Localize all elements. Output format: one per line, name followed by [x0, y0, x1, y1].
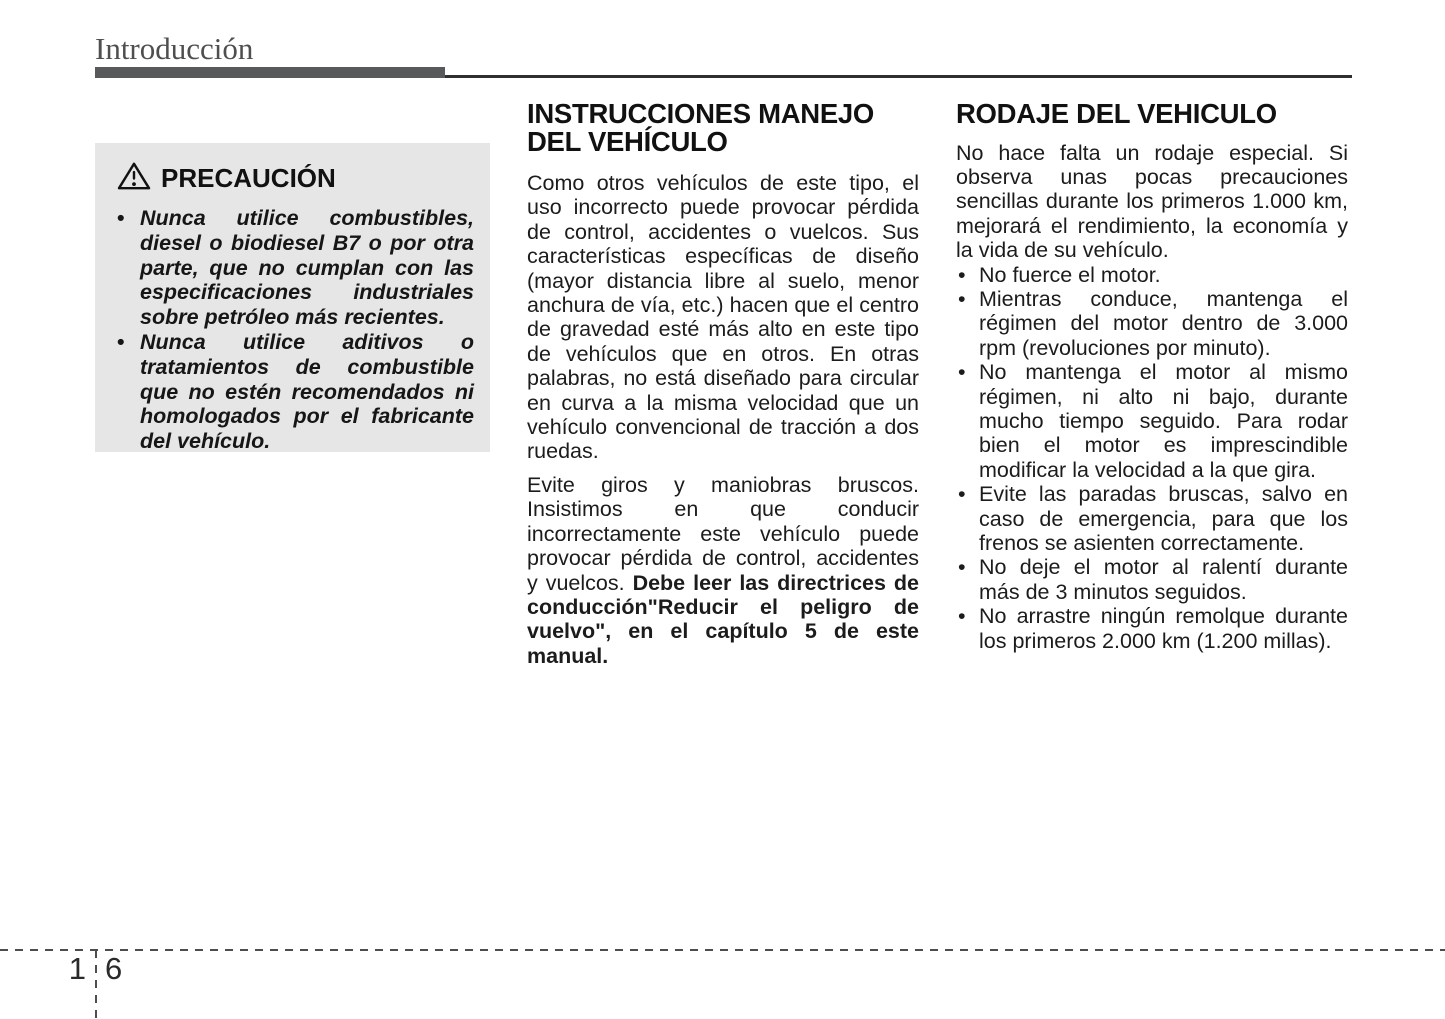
driving-instructions-section [527, 100, 919, 668]
bullet-icon: • [958, 482, 966, 507]
caution-bullet-item [115, 330, 474, 454]
breakin-bullet-item [956, 555, 1348, 604]
breakin-bullet-text: No arrastre ningún remolque durante los primeros 2.000 km (1.200 millas). [979, 604, 1348, 653]
breakin-bullet-item [956, 263, 1348, 287]
bullet-icon: • [117, 329, 125, 354]
breakin-intro-paragraph: No hace falta un rodaje especial. Si observa unas pocas precauciones sencillas durante los primeros 1.000 km, mejorará el rendimiento, la economía y la vida de su vehículo. [956, 140, 1348, 263]
breakin-bullet-text: No fuerce el motor. [979, 262, 1161, 287]
breakin-bullet-item [956, 482, 1348, 555]
driving-paragraph-2-bold: Debe leer las directrices de conducción"Reducir el peligro de vuelvo", en el capítulo 5 de este manual. [527, 570, 919, 668]
caution-title: PRECAUCIÓN [161, 163, 336, 193]
breakin-bullet-text: No mantenga el motor al mismo régimen, ni alto ni bajo, durante mucho tiempo seguido. Para rodar bien el motor es imprescindible modificar la velocidad a la que gira. [979, 360, 1348, 482]
bullet-icon: • [958, 604, 966, 629]
bullet-icon: • [117, 206, 125, 230]
caution-bullet-list [115, 206, 474, 454]
driving-paragraph-1: Como otros vehículos de este tipo, el uso incorrecto puede provocar pérdida de control, accidentes o vuelcos. Sus características específicas de diseño (mayor distancia libre al suelo, menor anchura de vía, etc.) hacen que el centro de gravedad esté más alto en este tipo de vehículos que en otros. En otras palabras, no está diseñado para circular en curva a la misma velocidad que un vehículo convencional de tracción a dos ruedas. [527, 171, 919, 464]
bullet-icon: • [958, 262, 966, 287]
footer-page-number: 6 [105, 951, 123, 986]
caution-header [117, 161, 474, 196]
breakin-bullet-text: Mientras conduce, mantenga el régimen del motor dentro de 3.000 rpm (revoluciones por minuto). [979, 286, 1348, 360]
bullet-icon: • [958, 555, 966, 580]
chapter-title: Introducción [95, 31, 254, 66]
breakin-bullet-item [956, 287, 1348, 360]
breakin-bullet-text: Evite las paradas bruscas, salvo en caso de emergencia, para que los frenos se asienten correctamente. [979, 482, 1348, 555]
breakin-bullet-item [956, 604, 1348, 653]
caution-bullet-item [115, 206, 474, 330]
breakin-bullet-item [956, 360, 1348, 482]
breakin-bullet-text: No deje el motor al ralentí durante más de 3 minutos seguidos. [979, 555, 1348, 604]
driving-paragraph-2 [527, 473, 919, 668]
footer-chapter-number: 1 [68, 951, 86, 986]
breakin-bullet-list [956, 263, 1348, 654]
header-thick-bar [95, 67, 445, 78]
warning-triangle-icon [117, 161, 151, 196]
header-rule [95, 67, 1352, 78]
driving-paragraph-2-normal: Evite giros y maniobras bruscos. Insistimos en que conducir incorrectamente este vehículo puede provocar pérdida de control, accidentes y vuelcos. [527, 472, 919, 595]
caution-box [95, 143, 490, 452]
caution-bullet-text: Nunca utilice aditivos o tratamientos de combustible que no estén recomendados ni homologados por el fabricante del vehículo. [140, 329, 474, 454]
bullet-icon: • [958, 286, 966, 311]
caution-bullet-text: Nunca utilice combustibles, diesel o biodiesel B7 o por otra parte, que no cumplan con las especificaciones industriales sobre petróleo más recientes. [140, 206, 474, 330]
section-heading-breakin: RODAJE DEL VEHICULO [956, 98, 1277, 129]
footer-dashed-line-horizontal [0, 949, 1445, 951]
breakin-section [956, 100, 1348, 653]
bullet-icon: • [958, 360, 966, 385]
footer-dashed-line-vertical [95, 950, 97, 1019]
section-heading-driving: INSTRUCCIONES MANEJO DEL VEHÍCULO [527, 98, 874, 157]
